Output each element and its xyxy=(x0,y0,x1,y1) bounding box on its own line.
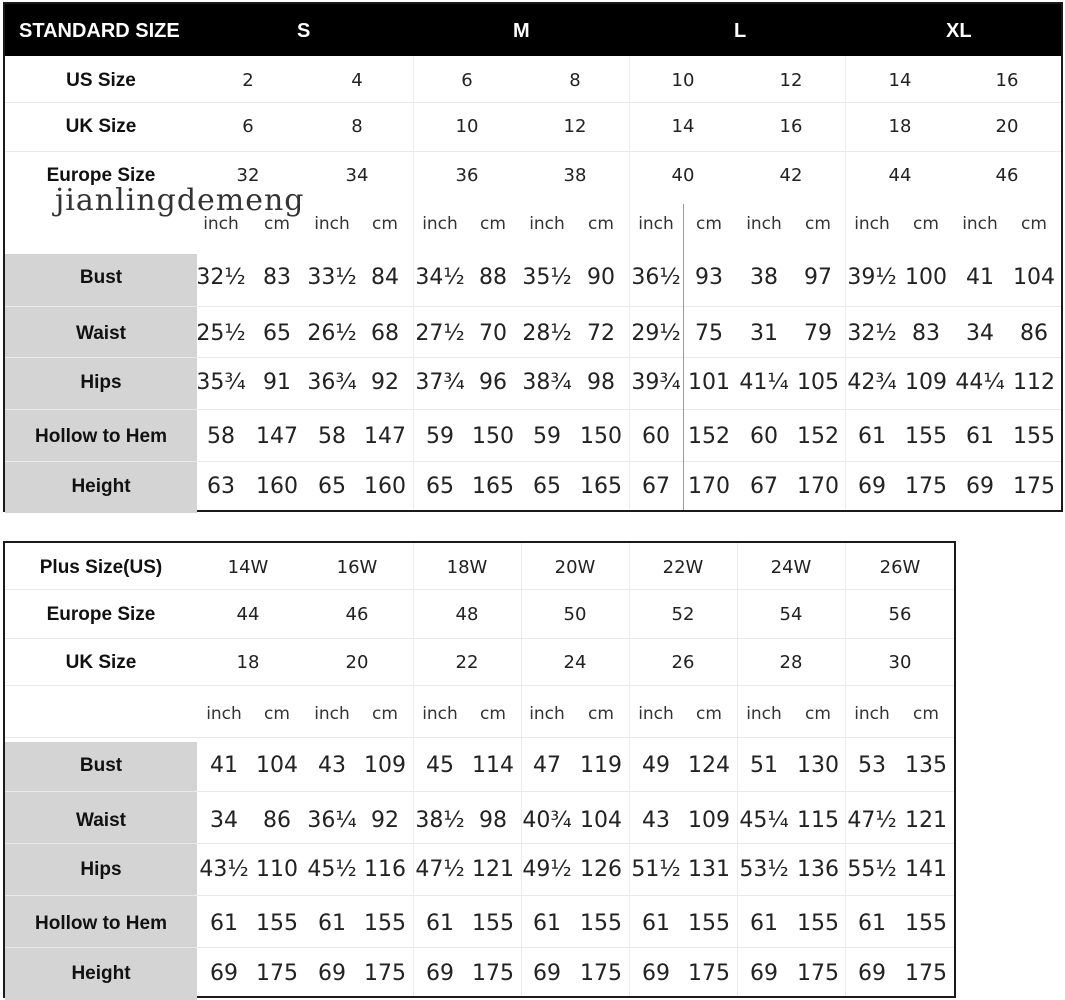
measure-value: 25½ xyxy=(196,321,246,346)
measure-value: 175 xyxy=(472,961,514,986)
measure-value: 124 xyxy=(688,753,730,778)
watermark: jianlingdemeng xyxy=(55,183,305,218)
measure-value: 43 xyxy=(642,808,670,833)
measure-label: Hips xyxy=(80,372,122,393)
group-label-s: S xyxy=(297,20,311,42)
size-value: 20W xyxy=(554,557,596,578)
measure-value: 121 xyxy=(905,808,947,833)
unit-label: cm xyxy=(805,704,831,724)
measure-value: 61 xyxy=(750,911,778,936)
measure-value: 51½ xyxy=(631,857,681,882)
plus-size-table xyxy=(3,541,956,998)
measure-value: 135 xyxy=(905,753,947,778)
unit-label: cm xyxy=(913,704,939,724)
unit-label: inch xyxy=(422,704,458,724)
measure-value: 61 xyxy=(210,911,238,936)
size-value: 4 xyxy=(351,70,363,91)
grid-line xyxy=(5,843,954,844)
unit-label: inch xyxy=(206,704,242,724)
measure-value: 86 xyxy=(263,808,291,833)
row-label: US Size xyxy=(66,70,136,91)
measure-value: 29½ xyxy=(631,321,681,346)
measure-value: 175 xyxy=(797,961,839,986)
size-value: 56 xyxy=(888,604,912,625)
measure-label: Bust xyxy=(79,267,123,288)
measure-value: 43 xyxy=(318,753,346,778)
size-value: 44 xyxy=(888,165,912,186)
unit-label: inch xyxy=(529,704,565,724)
measure-value: 175 xyxy=(580,961,622,986)
measure-value: 36½ xyxy=(631,265,681,290)
size-value: 38 xyxy=(563,165,587,186)
measure-value: 92 xyxy=(371,808,399,833)
measure-value: 165 xyxy=(580,474,622,499)
measure-value: 69 xyxy=(426,961,454,986)
measure-value: 61 xyxy=(858,911,886,936)
measure-value: 88 xyxy=(479,265,507,290)
measure-value: 98 xyxy=(479,808,507,833)
unit-label: inch xyxy=(746,214,782,234)
measure-label: Hollow to Hem xyxy=(35,426,167,447)
measure-value: 38½ xyxy=(415,808,465,833)
measure-value: 67 xyxy=(642,474,670,499)
measure-value: 104 xyxy=(580,808,622,833)
unit-label: cm xyxy=(805,214,831,234)
size-value: 26 xyxy=(671,652,695,673)
measure-value: 47 xyxy=(533,753,561,778)
measure-value: 45 xyxy=(426,753,454,778)
measure-value: 72 xyxy=(587,321,615,346)
measure-value: 58 xyxy=(318,424,346,449)
measure-value: 27½ xyxy=(415,321,465,346)
size-value: 12 xyxy=(563,116,587,137)
measure-value: 175 xyxy=(905,474,947,499)
measure-label: Height xyxy=(71,963,131,984)
size-value: 54 xyxy=(779,604,803,625)
measure-value: 92 xyxy=(371,370,399,395)
measure-value: 109 xyxy=(905,370,947,395)
measure-value: 79 xyxy=(804,321,832,346)
measure-value: 175 xyxy=(1013,474,1055,499)
unit-label: cm xyxy=(264,704,290,724)
measure-value: 91 xyxy=(263,370,291,395)
group-label-l: L xyxy=(734,20,747,42)
size-value: 48 xyxy=(455,604,479,625)
measure-value: 49½ xyxy=(522,857,572,882)
measure-value: 37¾ xyxy=(415,370,465,395)
grid-line xyxy=(5,589,954,590)
measure-label: Bust xyxy=(79,755,123,776)
measure-value: 84 xyxy=(371,265,399,290)
unit-label: inch xyxy=(746,704,782,724)
size-value: 30 xyxy=(888,652,912,673)
measure-value: 69 xyxy=(858,474,886,499)
measure-label: Waist xyxy=(76,323,126,344)
unit-label: cm xyxy=(913,214,939,234)
measure-value: 170 xyxy=(688,474,730,499)
measure-value: 61 xyxy=(533,911,561,936)
measure-value: 60 xyxy=(642,424,670,449)
size-value: 16 xyxy=(995,70,1019,91)
measure-value: 41¼ xyxy=(739,370,789,395)
measure-value: 60 xyxy=(750,424,778,449)
measure-value: 104 xyxy=(256,753,298,778)
grid-line xyxy=(5,895,954,896)
measure-value: 61 xyxy=(858,424,886,449)
measure-value: 131 xyxy=(688,857,730,882)
row-label: Europe Size xyxy=(46,165,156,186)
unit-label: cm xyxy=(588,704,614,724)
measure-value: 155 xyxy=(472,911,514,936)
measure-value: 47½ xyxy=(847,808,897,833)
measure-value: 53½ xyxy=(739,857,789,882)
grid-line xyxy=(5,791,954,792)
measure-value: 98 xyxy=(587,370,615,395)
measure-value: 41 xyxy=(966,265,994,290)
measure-value: 63 xyxy=(207,474,235,499)
size-value: 46 xyxy=(345,604,369,625)
measure-value: 90 xyxy=(587,265,615,290)
size-value: 24W xyxy=(770,557,812,578)
size-value: 28 xyxy=(779,652,803,673)
measure-value: 69 xyxy=(533,961,561,986)
measure-value: 35½ xyxy=(522,265,572,290)
size-value: 10 xyxy=(671,70,695,91)
standard-size-title: STANDARD SIZE xyxy=(19,20,180,42)
measure-value: 175 xyxy=(256,961,298,986)
grid-line xyxy=(5,409,1061,410)
measure-value: 147 xyxy=(364,424,406,449)
grid-line xyxy=(5,357,1061,358)
measure-value: 69 xyxy=(642,961,670,986)
measure-value: 65 xyxy=(533,474,561,499)
unit-label: inch xyxy=(529,214,565,234)
size-value: 6 xyxy=(242,116,254,137)
measure-value: 110 xyxy=(256,857,298,882)
measure-value: 69 xyxy=(966,474,994,499)
measure-value: 39¾ xyxy=(631,370,681,395)
unit-label: cm xyxy=(1021,214,1047,234)
unit-label: cm xyxy=(264,214,290,234)
measure-value: 160 xyxy=(256,474,298,499)
unit-label: inch xyxy=(854,704,890,724)
measure-value: 32½ xyxy=(847,321,897,346)
measure-value: 40¾ xyxy=(522,808,572,833)
measure-value: 58 xyxy=(207,424,235,449)
grid-line xyxy=(5,151,1061,152)
size-value: 50 xyxy=(563,604,587,625)
measure-value: 155 xyxy=(905,424,947,449)
measure-value: 31 xyxy=(750,321,778,346)
measure-value: 33½ xyxy=(307,265,357,290)
measure-value: 69 xyxy=(858,961,886,986)
measure-value: 175 xyxy=(688,961,730,986)
group-label-xl: XL xyxy=(946,20,972,42)
measure-value: 121 xyxy=(472,857,514,882)
measure-value: 109 xyxy=(688,808,730,833)
size-value: 20 xyxy=(995,116,1019,137)
measure-value: 38 xyxy=(750,265,778,290)
measure-value: 116 xyxy=(364,857,406,882)
size-value: 20 xyxy=(345,652,369,673)
measure-value: 65 xyxy=(318,474,346,499)
size-value: 8 xyxy=(351,116,363,137)
measure-label: Waist xyxy=(76,810,126,831)
measure-value: 86 xyxy=(1020,321,1048,346)
size-value: 18 xyxy=(888,116,912,137)
size-value: 14W xyxy=(227,557,269,578)
grid-line xyxy=(683,204,684,510)
measure-label: Hollow to Hem xyxy=(35,913,167,934)
measure-value: 61 xyxy=(318,911,346,936)
unit-label: cm xyxy=(696,704,722,724)
measure-value: 59 xyxy=(533,424,561,449)
measure-value: 155 xyxy=(797,911,839,936)
standard-size-header xyxy=(5,4,1061,56)
size-value: 8 xyxy=(569,70,581,91)
measure-value: 61 xyxy=(426,911,454,936)
measure-value: 115 xyxy=(797,808,839,833)
measure-value: 152 xyxy=(797,424,839,449)
measure-value: 51 xyxy=(750,753,778,778)
measure-value: 175 xyxy=(364,961,406,986)
size-value: 16W xyxy=(336,557,378,578)
measure-value: 28½ xyxy=(522,321,572,346)
measure-value: 170 xyxy=(797,474,839,499)
grid-line xyxy=(5,685,954,686)
measure-value: 175 xyxy=(905,961,947,986)
measure-value: 130 xyxy=(797,753,839,778)
size-value: 14 xyxy=(671,116,695,137)
size-value: 22 xyxy=(455,652,479,673)
unit-label: inch xyxy=(854,214,890,234)
unit-label: inch xyxy=(638,214,674,234)
size-value: 18 xyxy=(236,652,260,673)
unit-label: inch xyxy=(962,214,998,234)
size-value: 32 xyxy=(236,165,260,186)
measure-value: 100 xyxy=(905,265,947,290)
size-value: 46 xyxy=(995,165,1019,186)
measure-value: 65 xyxy=(263,321,291,346)
measure-value: 39½ xyxy=(847,265,897,290)
unit-label: inch xyxy=(314,704,350,724)
row-label: Plus Size(US) xyxy=(39,557,163,578)
measure-value: 45¼ xyxy=(739,808,789,833)
measure-label: Height xyxy=(71,476,131,497)
measure-value: 155 xyxy=(256,911,298,936)
unit-label: cm xyxy=(372,214,398,234)
measure-value: 126 xyxy=(580,857,622,882)
size-value: 42 xyxy=(779,165,803,186)
size-value: 2 xyxy=(242,70,254,91)
size-value: 18W xyxy=(446,557,488,578)
group-label-m: M xyxy=(513,20,530,42)
measure-value: 97 xyxy=(804,265,832,290)
measure-value: 36¼ xyxy=(307,808,357,833)
measure-value: 165 xyxy=(472,474,514,499)
measure-value: 109 xyxy=(364,753,406,778)
measure-value: 160 xyxy=(364,474,406,499)
unit-label: cm xyxy=(696,214,722,234)
unit-label: cm xyxy=(480,214,506,234)
measure-value: 155 xyxy=(688,911,730,936)
unit-label: cm xyxy=(588,214,614,234)
standard-size-table xyxy=(3,2,1063,512)
size-value: 6 xyxy=(461,70,473,91)
measure-value: 69 xyxy=(210,961,238,986)
measure-value: 34 xyxy=(210,808,238,833)
size-value: 10 xyxy=(455,116,479,137)
measure-value: 35¾ xyxy=(196,370,246,395)
unit-label: inch xyxy=(203,214,239,234)
size-value: 36 xyxy=(455,165,479,186)
row-label: UK Size xyxy=(65,116,137,137)
measure-value: 61 xyxy=(642,911,670,936)
measure-value: 61 xyxy=(966,424,994,449)
size-value: 16 xyxy=(779,116,803,137)
measure-value: 34½ xyxy=(415,265,465,290)
measure-value: 96 xyxy=(479,370,507,395)
measure-value: 155 xyxy=(1013,424,1055,449)
grid-line xyxy=(5,737,954,738)
size-value: 40 xyxy=(671,165,695,186)
measure-value: 34 xyxy=(966,321,994,346)
measure-value: 26½ xyxy=(307,321,357,346)
measure-value: 36¾ xyxy=(307,370,357,395)
measure-value: 47½ xyxy=(415,857,465,882)
measure-value: 59 xyxy=(426,424,454,449)
unit-label: inch xyxy=(314,214,350,234)
row-label: UK Size xyxy=(65,652,137,673)
grid-line xyxy=(5,102,1061,103)
measure-value: 41 xyxy=(210,753,238,778)
measure-value: 38¾ xyxy=(522,370,572,395)
unit-label: inch xyxy=(638,704,674,724)
unit-label: inch xyxy=(422,214,458,234)
measure-value: 155 xyxy=(364,911,406,936)
measure-value: 155 xyxy=(905,911,947,936)
measure-value: 83 xyxy=(263,265,291,290)
measure-value: 68 xyxy=(371,321,399,346)
size-value: 44 xyxy=(236,604,260,625)
measure-value: 147 xyxy=(256,424,298,449)
measure-value: 141 xyxy=(905,857,947,882)
row-label: Europe Size xyxy=(46,604,156,625)
measure-value: 150 xyxy=(472,424,514,449)
measure-value: 83 xyxy=(912,321,940,346)
measure-value: 152 xyxy=(688,424,730,449)
measure-value: 65 xyxy=(426,474,454,499)
size-value: 22W xyxy=(662,557,704,578)
measure-value: 69 xyxy=(750,961,778,986)
size-value: 12 xyxy=(779,70,803,91)
measure-value: 43½ xyxy=(199,857,249,882)
measure-value: 55½ xyxy=(847,857,897,882)
size-value: 34 xyxy=(345,165,369,186)
grid-line xyxy=(5,947,954,948)
size-value: 14 xyxy=(888,70,912,91)
measure-value: 75 xyxy=(695,321,723,346)
measure-value: 45½ xyxy=(307,857,357,882)
measure-value: 136 xyxy=(797,857,839,882)
measure-value: 44¼ xyxy=(955,370,1005,395)
grid-line xyxy=(5,306,1061,307)
measure-value: 119 xyxy=(580,753,622,778)
measure-value: 67 xyxy=(750,474,778,499)
measure-value: 112 xyxy=(1013,370,1055,395)
measure-value: 32½ xyxy=(196,265,246,290)
measure-value: 104 xyxy=(1013,265,1055,290)
measure-value: 42¾ xyxy=(847,370,897,395)
measure-value: 69 xyxy=(318,961,346,986)
measure-value: 49 xyxy=(642,753,670,778)
measure-value: 70 xyxy=(479,321,507,346)
measure-value: 53 xyxy=(858,753,886,778)
size-value: 26W xyxy=(879,557,921,578)
measure-value: 114 xyxy=(472,753,514,778)
measure-label: Hips xyxy=(80,859,122,880)
unit-label: cm xyxy=(372,704,398,724)
measure-value: 101 xyxy=(688,370,730,395)
measure-value: 150 xyxy=(580,424,622,449)
grid-line xyxy=(5,638,954,639)
measure-value: 105 xyxy=(797,370,839,395)
measure-value: 155 xyxy=(580,911,622,936)
grid-line xyxy=(5,461,1061,462)
measure-value: 93 xyxy=(695,265,723,290)
size-value: 24 xyxy=(563,652,587,673)
unit-label: cm xyxy=(480,704,506,724)
size-value: 52 xyxy=(671,604,695,625)
